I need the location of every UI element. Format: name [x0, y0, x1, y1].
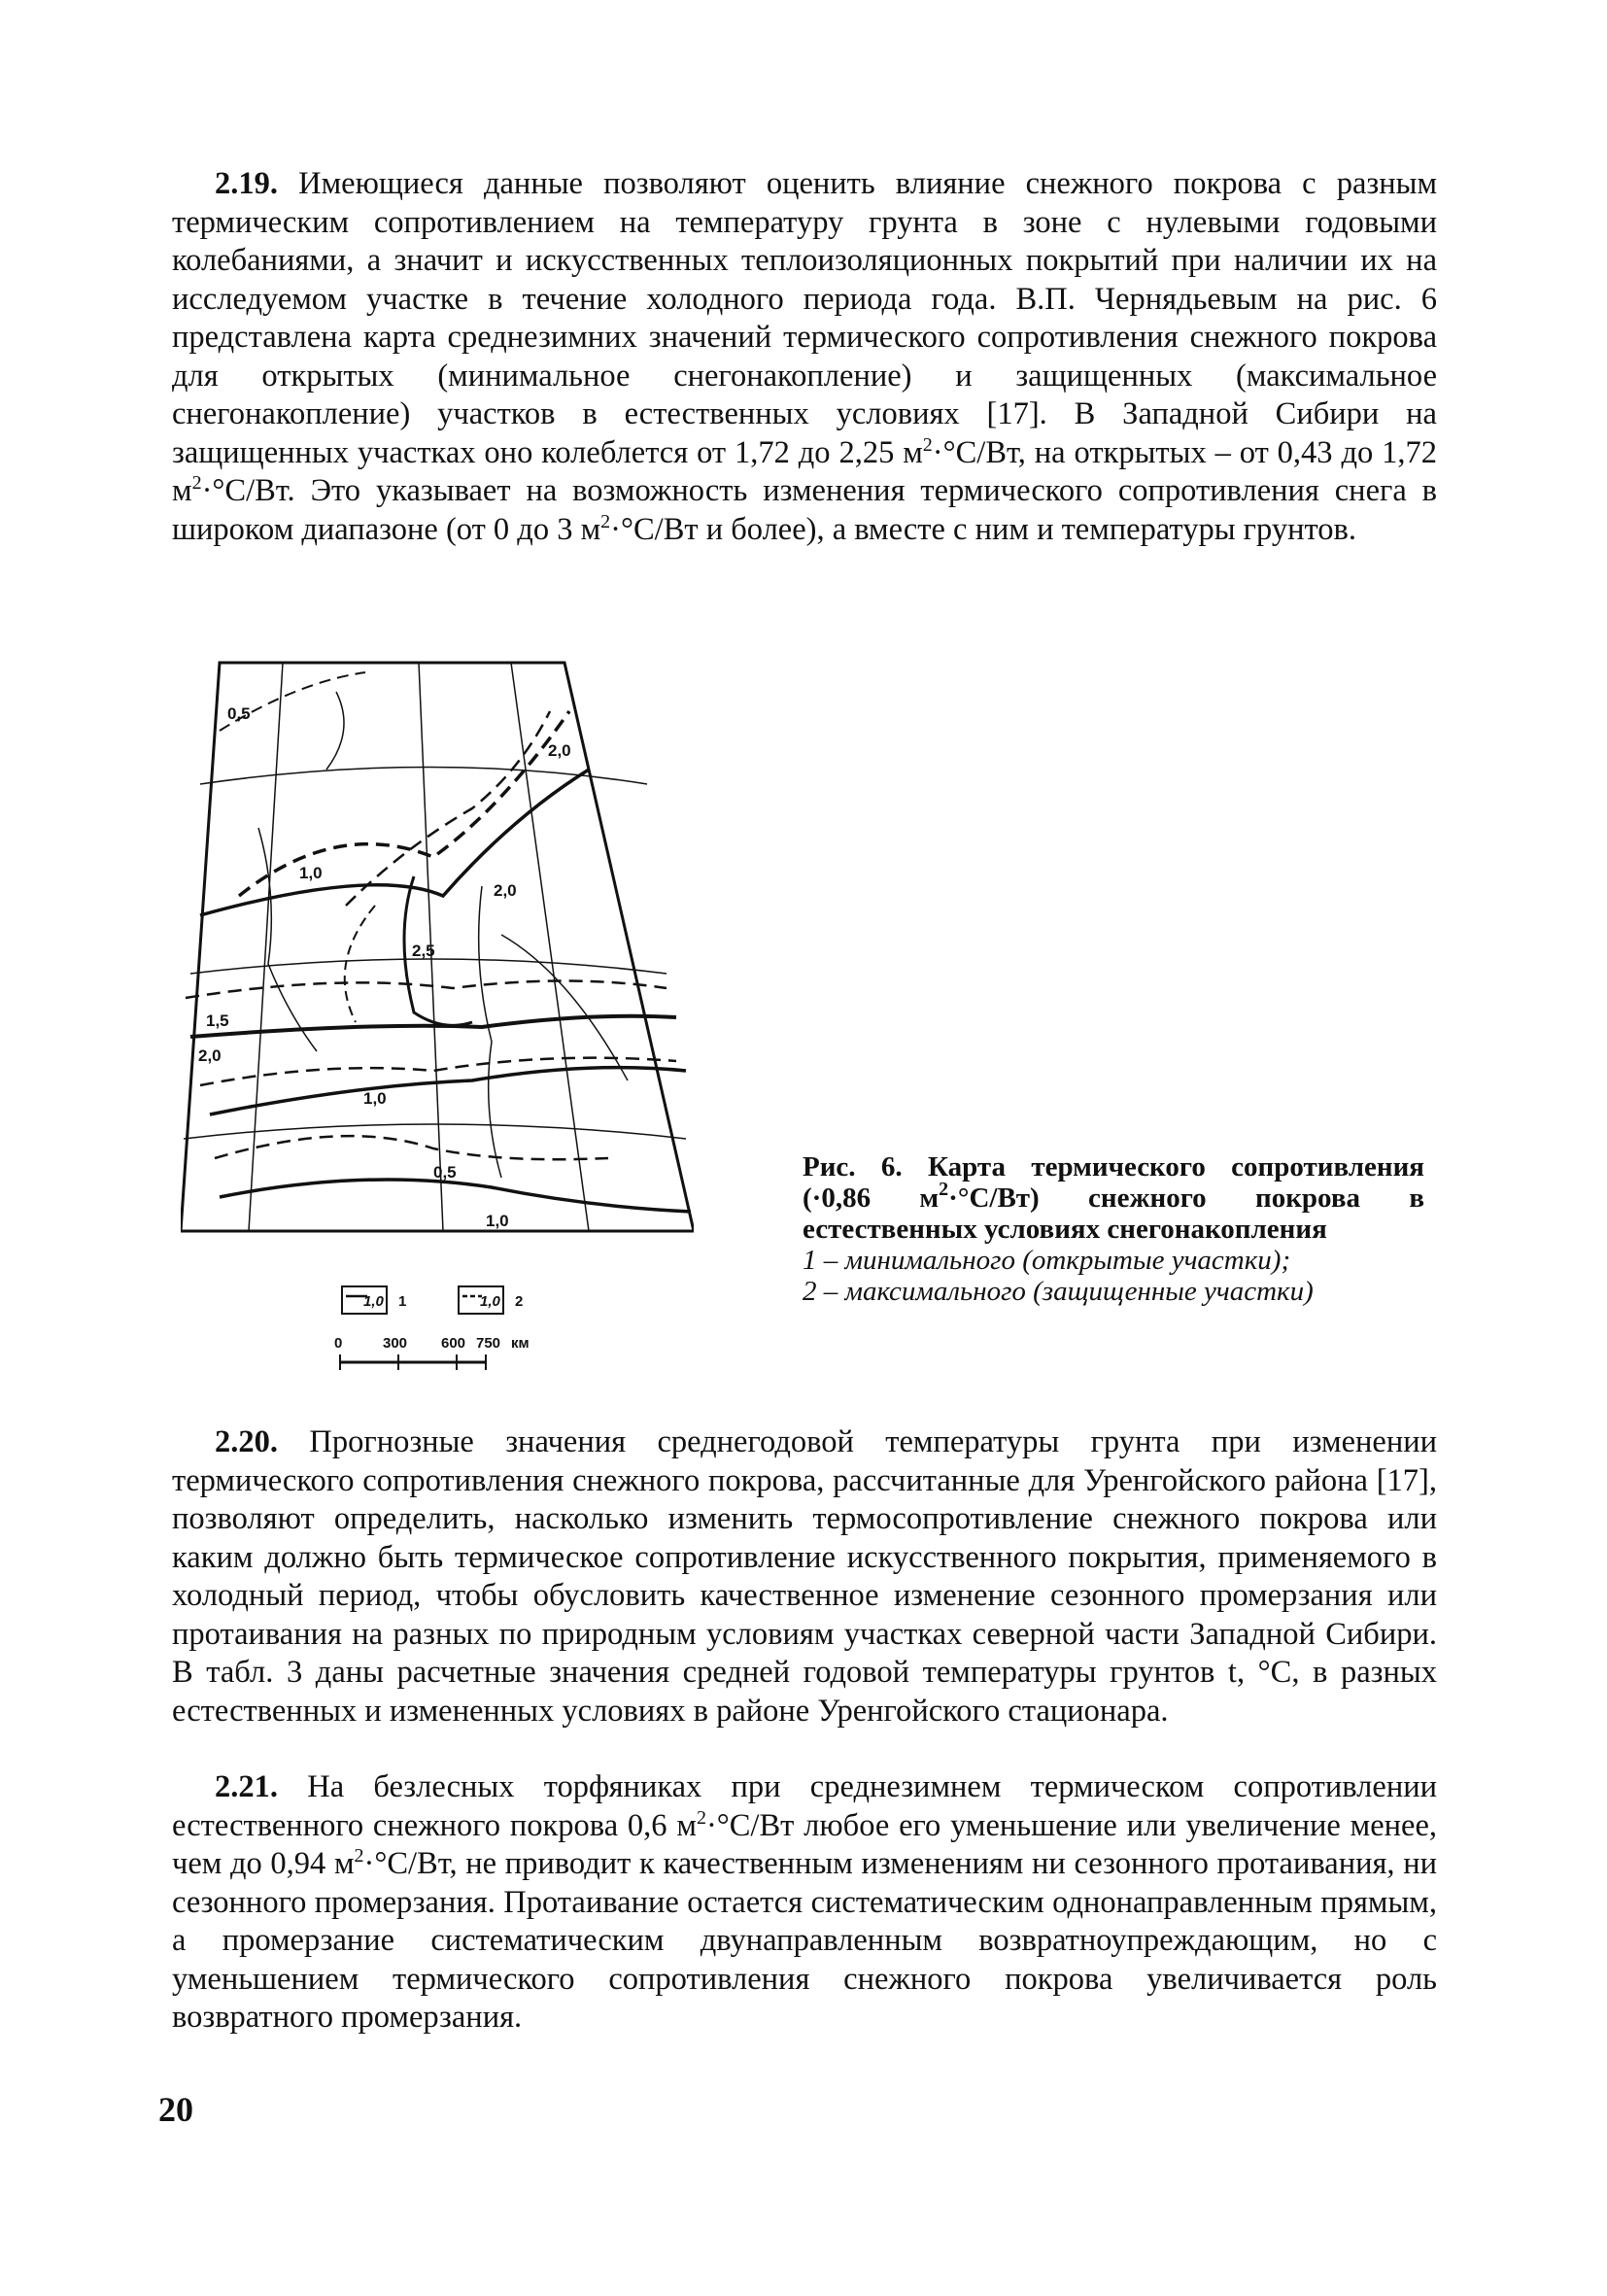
map-label: 1,0	[363, 1089, 387, 1108]
superscript: 2	[696, 1806, 706, 1829]
map-label: 1,5	[206, 1011, 229, 1030]
map-label: 0,5	[433, 1163, 457, 1182]
snow-resistance-map	[181, 653, 694, 1255]
paragraph-number: 2.21.	[215, 1769, 278, 1804]
superscript: 2	[939, 1179, 949, 1200]
legend-value: 1,0	[363, 1293, 384, 1310]
paragraph-text: ·°С/Вт любое его уменьшение или увеличение менее, чем до 0,94 м	[172, 1807, 1437, 1881]
scale-unit: км	[511, 1335, 530, 1352]
paragraph-text: Имеющиеся данные позволяют оценить влияние снежного покрова с разным термическим сопротивлением на температуру грунта в зоне с нулевыми годовыми колебаниями, а значит и искусственных теплоизоляционных покрытий при наличии их на исследуемом участке в течение холодного периода года. В.П. Чернядьевым на рис. 6 представлена карта среднезимних значений термического сопротивления снежного покрова для открытых (минимальное снегонакопление) и защищенных (максимальное снегонакопление) участков в естественных условиях [17]. В Западной Сибири на защищенных участках оно колеблется от 1,72 до 2,25 м	[172, 166, 1438, 470]
scale-tick: 300	[383, 1335, 408, 1352]
page-number: 20	[158, 2090, 193, 2129]
paragraph-text: На безлесных торфяниках при среднезимнем термическом сопротивлении естественного снежного покрова 0,6 м	[172, 1769, 1438, 1843]
paragraph-number: 2.19.	[215, 166, 278, 201]
scale-tick: 750	[476, 1335, 501, 1352]
caption-title	[803, 1151, 1424, 1245]
legend-and-scale	[321, 1285, 583, 1382]
paragraph-text: ·°С/Вт, не приводит к качественным изменениям ни сезонного протаивания, ни сезонного промерзания. Протаивание остается систематическим однонаправленным прямым, а промерзание систематическим двунаправленным возвратноупреждающим, но с уменьшением термического сопротивления снежного покрова увеличивается роль возвратного промерзания.	[172, 1846, 1437, 2035]
map-label: 0,5	[227, 704, 251, 723]
caption-text: Рис. 6. Карта термического сопротивления (·0,86 м	[803, 1151, 1424, 1214]
paragraph-text: ·°С/Вт, на открытых – от 0,43 до 1,72 м	[172, 434, 1438, 508]
paragraph-2-19	[172, 165, 1437, 549]
scale-tick: 600	[441, 1335, 466, 1352]
paragraph-text: ·°С/Вт. Это указывает на возможность изменения термического сопротивления снега в широком диапазоне (от 0 до 3 м	[172, 473, 1437, 547]
superscript: 2	[354, 1845, 364, 1867]
paragraph-number: 2.20.	[215, 1424, 278, 1459]
map-label: 1,0	[486, 1212, 509, 1230]
paragraph-text: Прогнозные значения среднегодовой температуры грунта при изменении термического сопротивления снежного покрова, рассчитанные для Уренгойского района [17], позволяют определить, насколько изменить термосопротивление снежного покрова или каким должно быть термическое сопротивление искусственного покрытия, применяемого в холодный период, чтобы обусловить качественное изменение сезонного промерзания или протаивания на разных по природным условиям участках северной части Западной Сибири. В табл. 3 даны расчетные значения средней годовой температуры грунтов t, °С, в разных естественных и измененных условиях в районе Уренгойского стационара.	[172, 1424, 1437, 1729]
caption-legend-item: 2 – максимального (защищенные участки)	[803, 1276, 1314, 1307]
caption-legend-item: 1 – минимального (открытые участки);	[803, 1245, 1291, 1276]
figure-caption	[803, 1151, 1424, 1307]
legend-value: 1,0	[480, 1293, 500, 1310]
map-label: 2,5	[412, 942, 435, 960]
superscript: 2	[191, 472, 202, 494]
paragraph-2-21	[172, 1768, 1437, 2038]
scale-tick: 0	[334, 1335, 343, 1352]
superscript: 2	[922, 433, 933, 456]
superscript: 2	[600, 510, 611, 532]
caption-text: ·°С/Вт) снежного покрова в естественных условиях снегонакопления	[803, 1182, 1424, 1245]
paragraph-text: ·°С/Вт и более), а вместе с ним и температуры грунтов.	[610, 511, 1356, 547]
legend-label: 1	[398, 1293, 407, 1310]
legend-label: 2	[515, 1293, 524, 1310]
paragraph-2-20	[172, 1423, 1437, 1731]
map-label: 2,0	[198, 1046, 222, 1065]
map-label: 2,0	[548, 741, 571, 760]
map-label: 1,0	[299, 864, 323, 882]
map-label: 2,0	[494, 881, 517, 900]
